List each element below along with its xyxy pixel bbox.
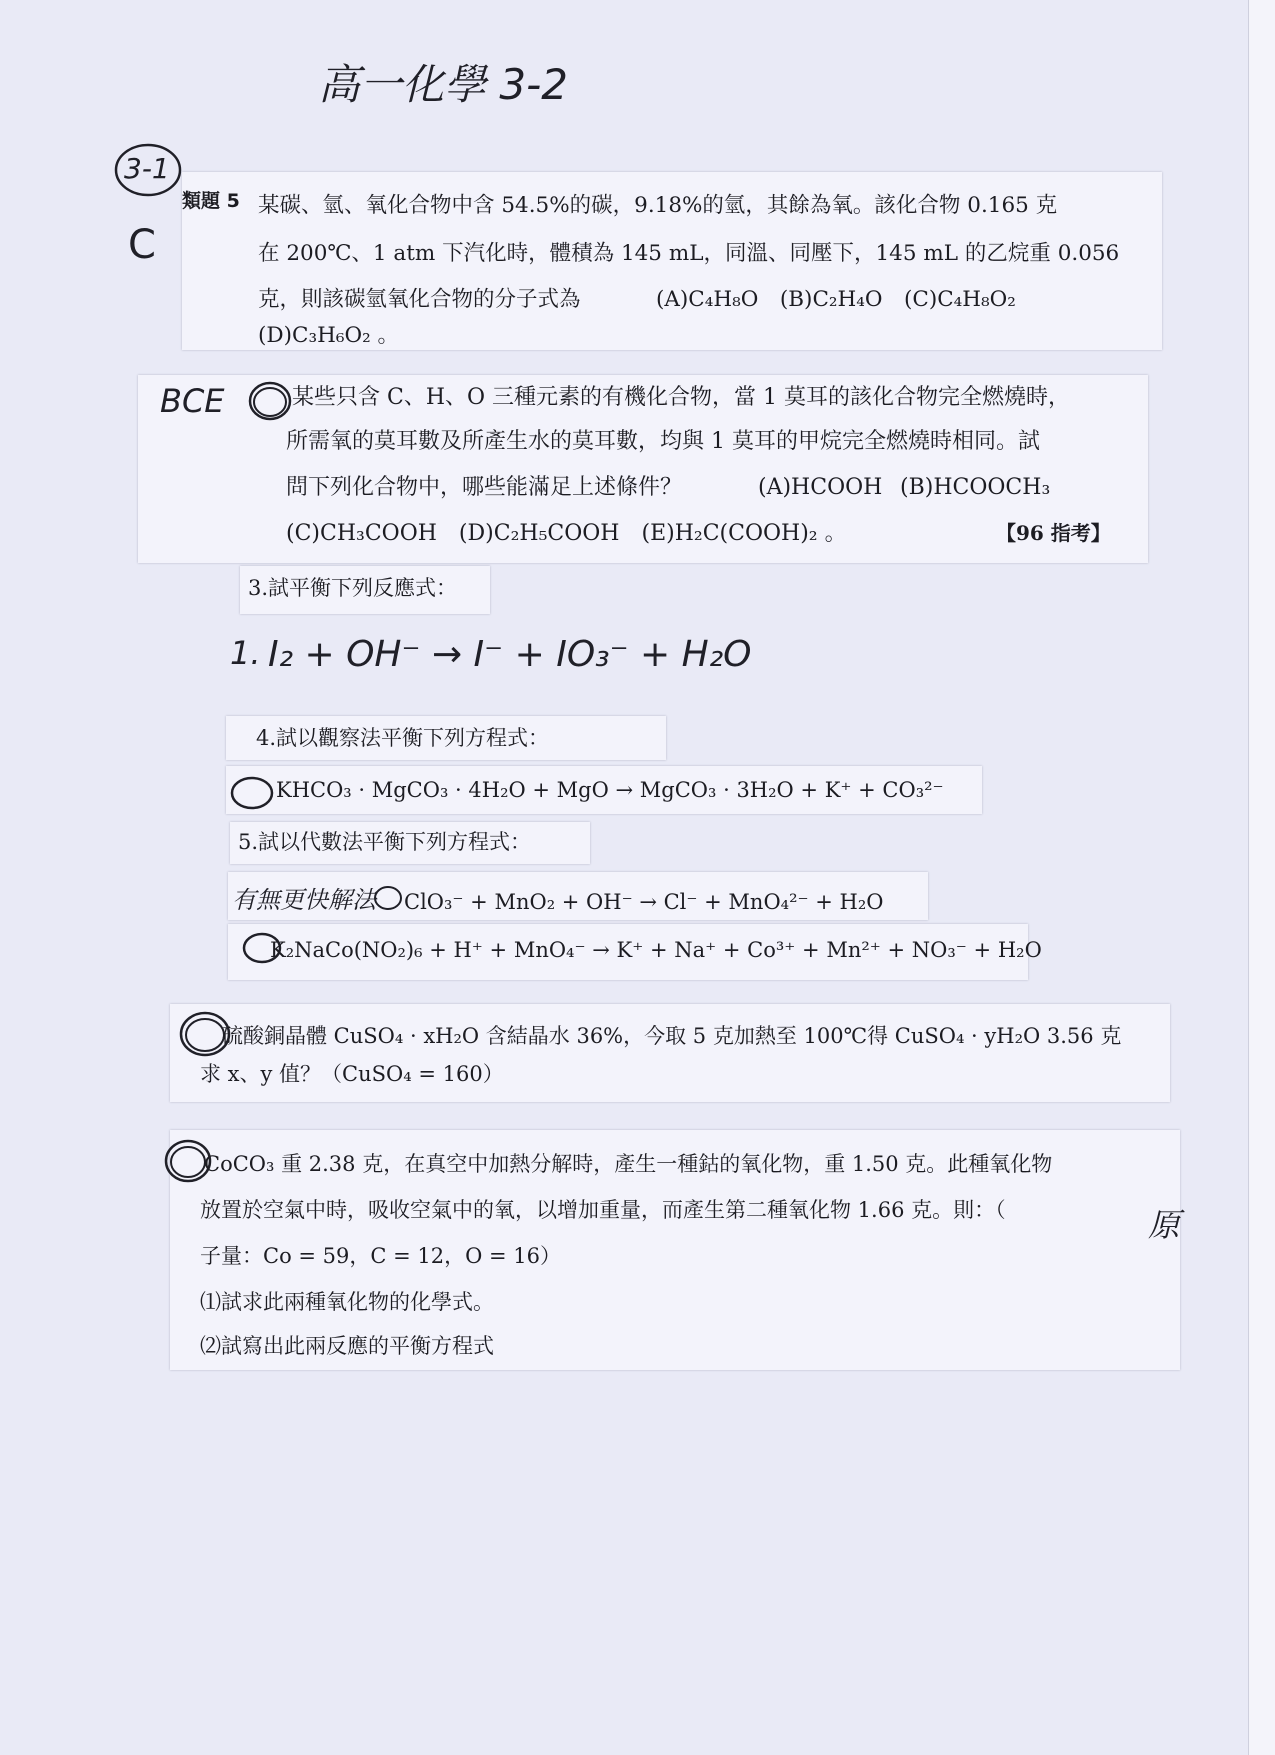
q5-equation-1: ClO₃⁻ + MnO₂ + OH⁻ → Cl⁻ + MnO₄²⁻ + H₂O xyxy=(404,890,884,914)
section-label: 3-1 xyxy=(124,152,170,185)
q3-title: 3.試平衡下列反應式： xyxy=(248,576,458,600)
q2-line2: 所需氧的莫耳數及所產生水的莫耳數，均與 1 莫耳的甲烷完全燃燒時相同。試 xyxy=(286,429,1040,454)
q2-option-b: (B)HCOOCH₃ xyxy=(900,475,1051,500)
q2-answer: BCE xyxy=(160,382,225,420)
exam-source: 【96 指考】 xyxy=(996,521,1111,545)
type5-line1: 某碳、氫、氧化合物中含 54.5%的碳，9.18%的氫，其餘為氧。該化合物 0.165 克 xyxy=(258,193,1058,218)
type5-line3a: 克，則該碳氫氧化合物的分子式為 xyxy=(258,287,581,312)
q3-handwritten-equation: I₂ + OH⁻ → I⁻ + IO₃⁻ + H₂O xyxy=(268,634,752,675)
question-6-scrap xyxy=(170,1004,1170,1102)
q3-prefix: 1. xyxy=(230,634,261,672)
scribble-circle xyxy=(228,774,276,812)
q7-handwritten-side: 原 xyxy=(1148,1206,1181,1244)
q2-line1: 某些只含 C、H、O 三種元素的有機化合物，當 1 莫耳的該化合物完全燃燒時， xyxy=(292,385,1071,410)
q2-line3: 問下列化合物中，哪些能滿足上述條件？ xyxy=(286,475,683,500)
q7-line2: 放置於空氣中時，吸收空氣中的氧，以增加重量，而產生第二種氧化物 1.66 克。則：（ xyxy=(200,1198,1006,1222)
type5-line2: 在 200℃、1 atm 下汽化時，體積為 145 mL，同溫、同壓下，145 mL 的乙烷重 0.056 xyxy=(258,241,1120,266)
handwritten-title: 高一化學 3-2 xyxy=(318,60,568,109)
q7-line5: ⑵試寫出此兩反應的平衡方程式 xyxy=(200,1334,494,1358)
q2-line4: (C)CH₃COOH (D)C₂H₅COOH (E)H₂C(COOH)₂ 。 xyxy=(286,521,847,546)
q5-answer: C xyxy=(128,222,156,268)
q2-option-a: (A)HCOOH xyxy=(758,475,883,500)
q7-line3: 子量：Co = 59，C = 12，O = 16） xyxy=(200,1244,561,1268)
question-tag: 類題 5 xyxy=(182,190,240,212)
q5-equation-2: K₂NaCo(NO₂)₆ + H⁺ + MnO₄⁻ → K⁺ + Na⁺ + Co³⁺ + Mn²⁺ + NO₃⁻ + H₂O xyxy=(270,938,1042,962)
q5-handwritten-note: 有無更快解法 xyxy=(232,886,376,914)
q4-title: 4.試以觀察法平衡下列方程式： xyxy=(256,726,550,750)
q4-equation: KHCO₃ · MgCO₃ · 4H₂O + MgO → MgCO₃ · 3H₂O + K⁺ + CO₃²⁻ xyxy=(276,778,944,802)
scan-edge xyxy=(1248,0,1275,1755)
q7-line1: CoCO₃ 重 2.38 克，在真空中加熱分解時，產生一種鈷的氧化物，重 1.50 克。此種氧化物 xyxy=(204,1152,1053,1176)
type5-line4: (D)C₃H₆O₂ 。 xyxy=(258,323,400,348)
q6-line1: 硫酸銅晶體 CuSO₄ · xH₂O 含結晶水 36%，今取 5 克加熱至 100℃得 CuSO₄ · yH₂O 3.56 克 xyxy=(222,1024,1122,1048)
q5-title: 5.試以代數法平衡下列方程式： xyxy=(238,830,532,854)
q7-line4: ⑴試求此兩種氧化物的化學式。 xyxy=(200,1290,494,1314)
q6-line2: 求 x、y 值？（CuSO₄ = 160） xyxy=(200,1062,504,1086)
type5-line3b: (A)C₄H₈O (B)C₂H₄O (C)C₄H₈O₂ xyxy=(656,287,1016,312)
scribble-circle xyxy=(246,378,294,424)
scribble-circle xyxy=(372,884,404,912)
